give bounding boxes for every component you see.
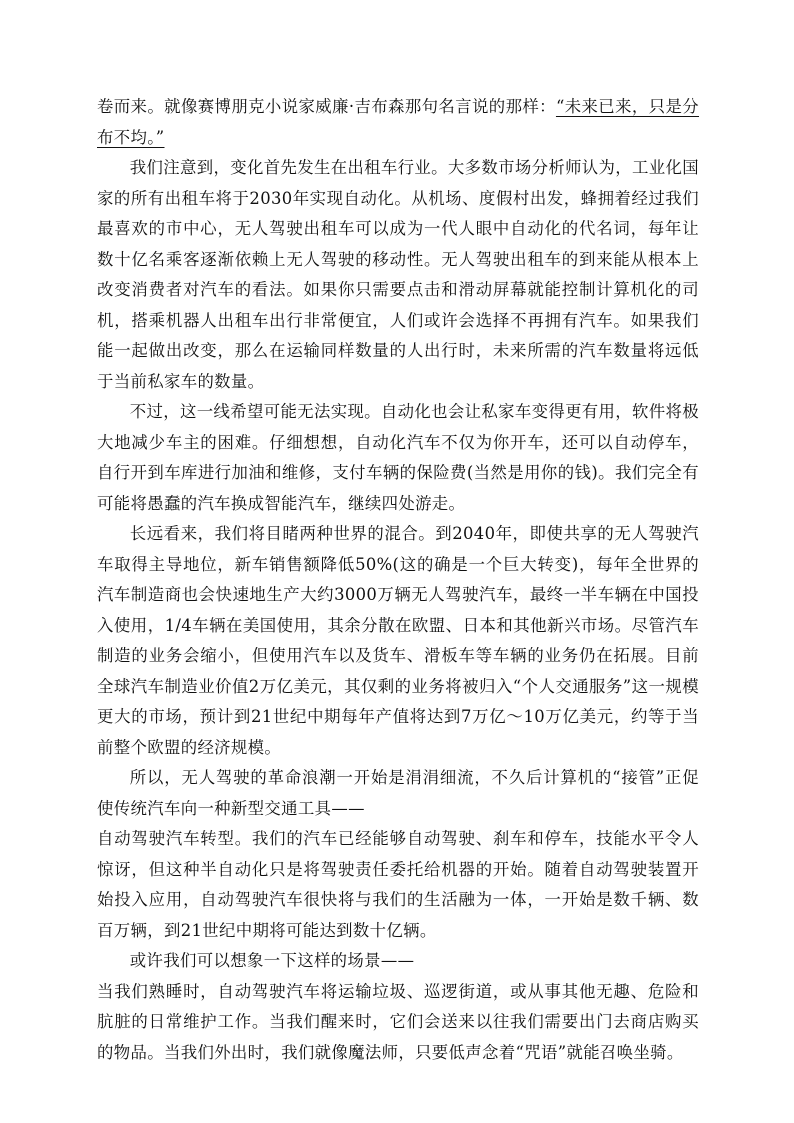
paragraph-private-car: 不过，这一线希望可能无法实现。自动化也会让私家车变得更有用，软件将极大地减少车主的困难。仔细想想，自动化汽车不仅为你开车，还可以自动停车，自行开到车库进行加油和维修，支付车辆的保险费(当然是用你的钱)。我们完全有可能将愚蠢的汽车换成智能汽车，继续四处游走。 xyxy=(97,402,699,513)
paragraph-revolution: 所以，无人驾驶的革命浪潮一开始是涓涓细流，不久后计算机的“接管”正促使传统汽车向一种新型交通工具—— xyxy=(97,768,699,818)
document-page xyxy=(97,92,699,1068)
paragraph-taxi: 我们注意到，变化首先发生在出租车行业。大多数市场分析师认为，工业化国家的所有出租车将于2030年实现自动化。从机场、度假村出发，蜂拥着经过我们最喜欢的市中心，无人驾驶出租车可以成为一代人眼中自动化的代名词，每年让数十亿名乘客逐渐依赖上无人驾驶的移动性。无人驾驶出租车的到来能从根本上改变消费者对汽车的看法。如果你只需要点击和滑动屏幕就能控制计算机化的司机，搭乘机器人出租车出行非常便宜，人们或许会选择不再拥有汽车。如果我们能一起做出改变，那么在运输同样数量的人出行时，未来所需的汽车数量将远低于当前私家车的数量。 xyxy=(97,158,699,391)
paragraph-transformation: 自动驾驶汽车转型。我们的汽车已经能够自动驾驶、刹车和停车，技能水平令人惊讶，但这种半自动化只是将驾驶责任委托给机器的开始。随着自动驾驶装置开始投入应用，自动驾驶汽车很快将与我们的生活融为一体，一开始是数千辆、数百万辆，到21世纪中期将可能达到数十亿辆。 xyxy=(97,829,699,940)
quote-lead-text: 卷而来。就像赛博朋克小说家威廉·吉布森那句名言说的那样： xyxy=(97,97,556,116)
paragraph-quote xyxy=(97,92,699,153)
paragraph-long-term: 长远看来，我们将目睹两种世界的混合。到2040年，即使共享的无人驾驶汽车取得主导地位，新车销售额降低50%(这的确是一个巨大转变)，每年全世界的汽车制造商也会快速地生产大约3000万辆无人驾驶汽车，最终一半车辆在中国投入使用，1/4车辆在美国使用，其余分散在欧盟、日本和其他新兴市场。尽管汽车制造的业务会缩小，但使用汽车以及货车、滑板车等车辆的业务仍在拓展。目前全球汽车制造业价值2万亿美元，其仅剩的业务将被归入“个人交通服务”这一规模更大的市场，预计到21世纪中期每年产值将达到7万亿～10万亿美元，约等于当前整个欧盟的经济规模。 xyxy=(97,524,699,757)
paragraph-imagine: 或许我们可以想象一下这样的场景—— xyxy=(129,951,415,970)
paragraph-scenario: 当我们熟睡时，自动驾驶汽车将运输垃圾、巡逻街道，或从事其他无趣、危险和肮脏的日常维护工作。当我们醒来时，它们会送来以往我们需要出门去商店购买的物品。当我们外出时，我们就像魔法师，只要低声念着“咒语”就能召唤坐骑。 xyxy=(97,981,699,1062)
gibson-quote: “未来已来，只是分布不均。” xyxy=(97,97,700,147)
